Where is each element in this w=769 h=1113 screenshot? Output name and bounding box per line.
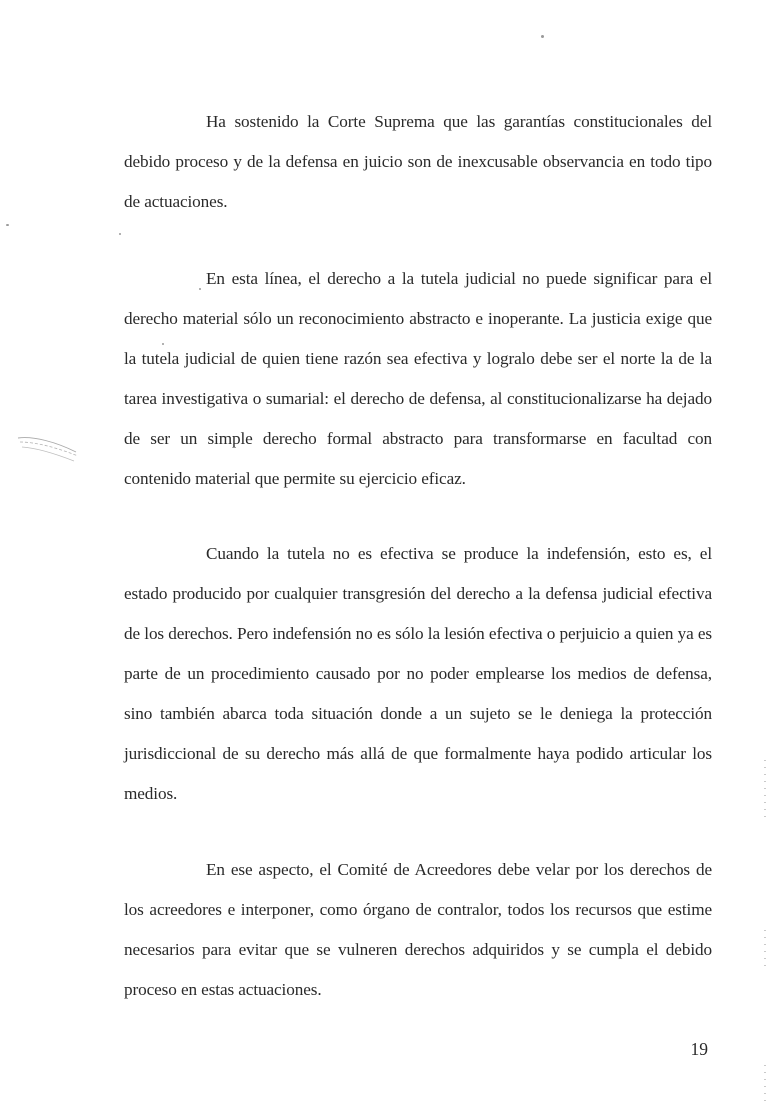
scan-speck xyxy=(541,35,544,38)
scan-smudge-mark xyxy=(16,430,80,470)
paragraph-4: En ese aspecto, el Comité de Acreedores debe velar por los derechos de los acreedores e interponer, como órgano de contralor, todos los recursos que estime necesarios para evitar que se vulneren derechos adquiridos y se cumpla el debido proceso en estas actuaciones. xyxy=(124,860,712,999)
scan-speck xyxy=(162,343,164,345)
scan-speck xyxy=(199,288,201,290)
scan-edge-artifact xyxy=(764,1065,766,1105)
paragraph-2: En esta línea, el derecho a la tutela judicial no puede significar para el derecho material sólo un reconocimiento abstracto e inoperante. La justicia exige que la tutela judicial de quien tiene razón sea efectiva y logralo debe ser el norte la de la tarea investigativa o sumarial: el derecho de defensa, al constitucionalizarse ha dejado de ser un simple derecho formal abstracto para transformarse en facultad con contenido material que permite su ejercicio eficaz. xyxy=(124,269,712,488)
scan-edge-artifact xyxy=(764,760,766,820)
scan-edge-artifact xyxy=(764,930,766,970)
scan-speck xyxy=(6,224,9,226)
paragraph-3: Cuando la tutela no es efectiva se produce la indefensión, esto es, el estado producido por cualquier transgresión del derecho a la defensa judicial efectiva de los derechos. Pero indefensión no es sólo la lesión efectiva o perjuicio a quien ya es parte de un procedimiento causado por no poder emplearse los medios de defensa, sino también abarca toda situación donde a un sujeto se le deniega la protección jurisdiccional de su derecho más allá de que formalmente haya podido articular los medios. xyxy=(124,544,712,803)
page-number: 19 xyxy=(690,1039,708,1059)
scan-speck xyxy=(119,233,121,235)
paragraph-1: Ha sostenido la Corte Suprema que las garantías constitucionales del debido proceso y de la defensa en juicio son de inexcusable observancia en todo tipo de actuaciones. xyxy=(124,112,712,211)
